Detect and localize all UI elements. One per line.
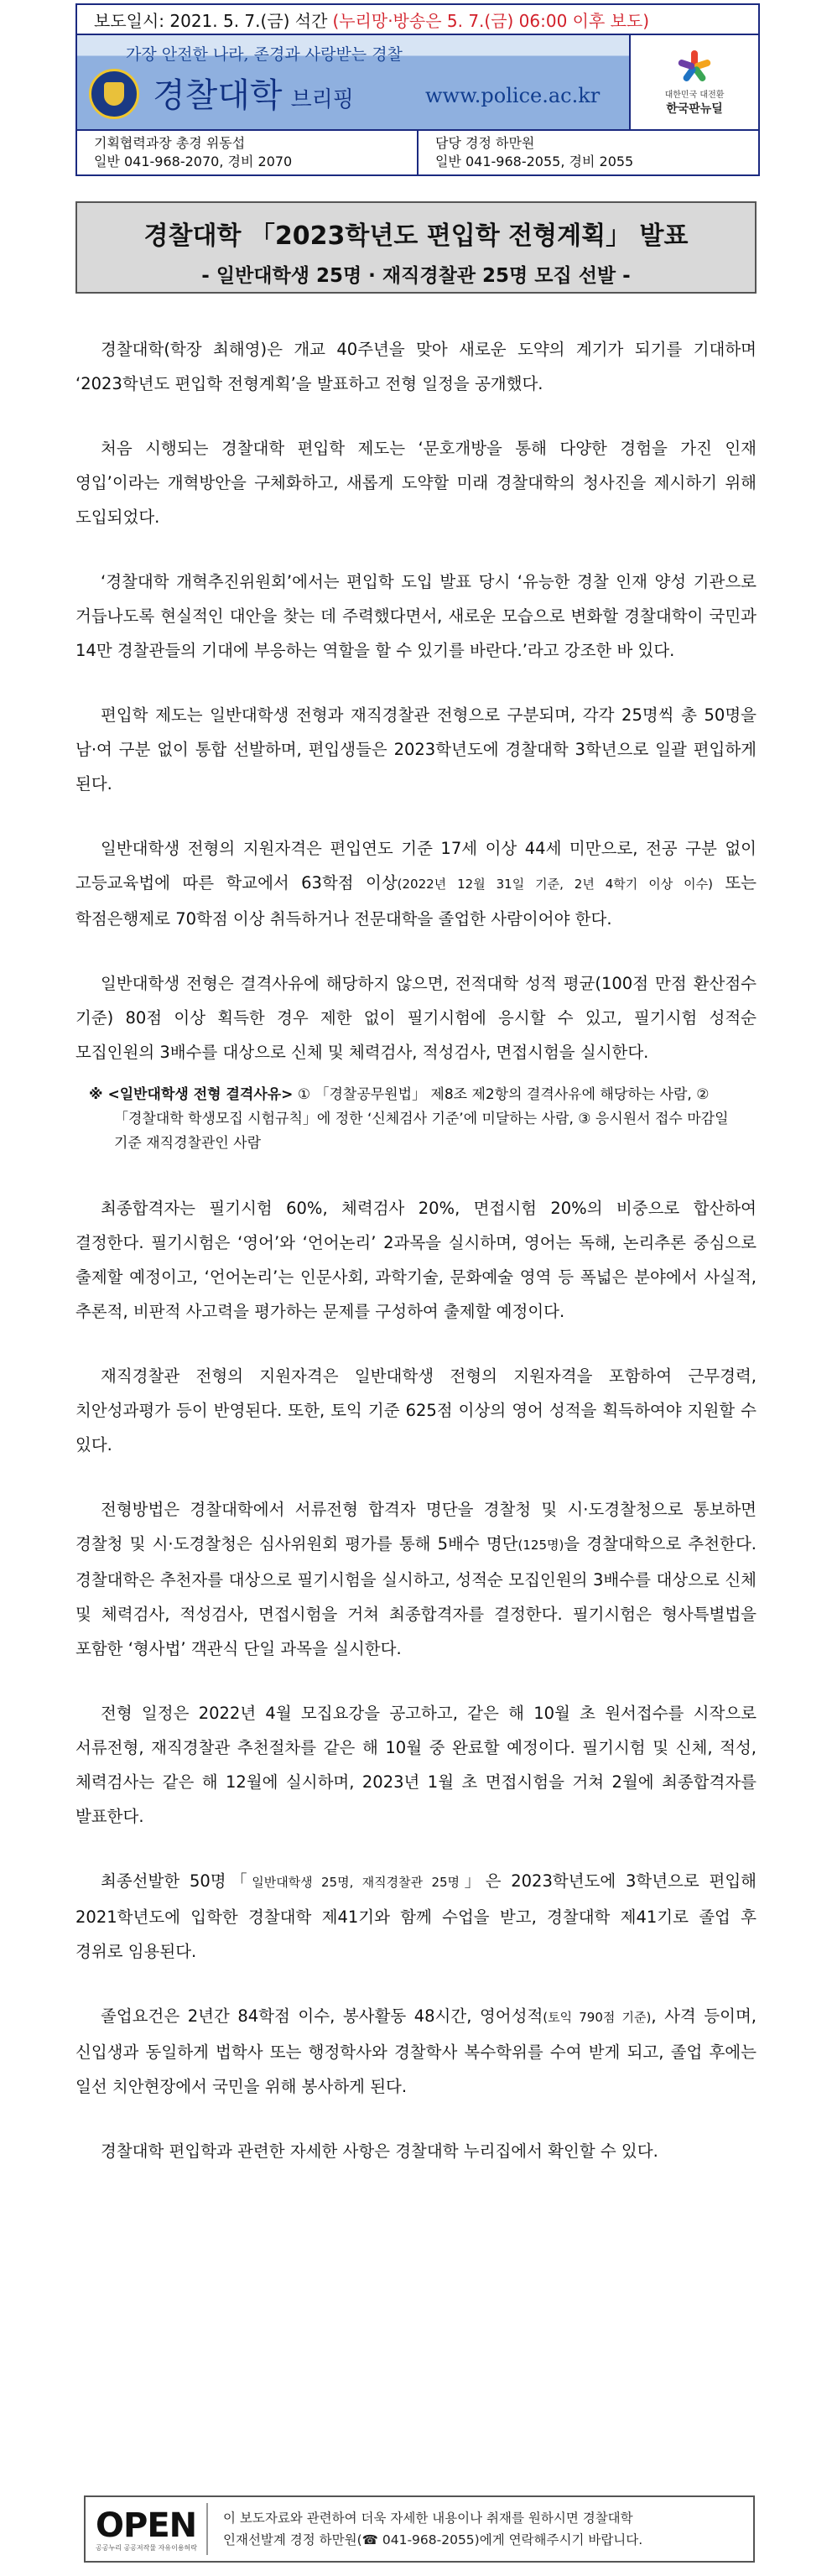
disqualification-note (82, 1083, 757, 1156)
open-license-word: OPEN (96, 2506, 197, 2545)
police-emblem-icon (89, 69, 139, 119)
release-date: 보도일시: 2021. 5. 7.(금) 석간 (94, 10, 328, 31)
contact-left-phone: 일반 041-968-2070, 경비 2070 (94, 154, 293, 169)
note-text: ① 「경찰공무원법」 제8조 제2항의 결격사유에 해당하는 사람, ② 「경찰대학 학생모집 시험규칙」에 정한 ‘신체검사 기준’에 미달하는 사람, ③ 응시원서 접수 마감일 기준 재직경찰관인 사람 (114, 1086, 729, 1152)
headline-box (75, 201, 757, 294)
paragraph-11-b: 」은 2023학년도에 3학년으로 편입해 2021학년도에 입학한 경찰대학 제41기와 함께 수업을 받고, 경찰대학 제41기로 졸업 후 경위로 임용된다. (75, 1871, 757, 1961)
paragraph-6: 일반대학생 전형은 결격사유에 해당하지 않으면, 전적대학 성적 평균(100점 만점 환산점수 기준) 80점 이상 획득한 경우 제한 없이 필기시험에 응시할 수 있고, 필기시험 성적순 모집인원의 3배수를 대상으로 신체 및 체력검사, 적성검사, 면접시험을 실시한다. (75, 974, 757, 1062)
contact-right (417, 131, 758, 174)
new-deal-logo (629, 35, 758, 129)
footer-line-2: 인재선발계 경정 하만원(☎ 041-968-2055)에게 연락해주시기 바랍니다. (223, 2532, 643, 2547)
paragraph-12-small: (토익 790점 기준) (543, 2010, 652, 2025)
site-url[interactable]: www.police.ac.kr (425, 84, 601, 107)
release-line (77, 5, 758, 35)
brand-title (153, 69, 354, 117)
paragraph-12-b: , 사격 등이며, 신입생과 동일하게 법학사 또는 행정학사와 경찰학사 복수학위를 수여 받게 되고, 졸업 후에는 일선 치안현장에서 국민을 위해 봉사하게 된다. (75, 2006, 757, 2096)
new-deal-name: 한국판뉴딜 (666, 101, 723, 116)
paragraph-8: 재직경찰관 전형의 지원자격은 일반대학생 전형의 지원자격을 포함하여 근무경력, 치안성과평가 등이 반영된다. 또한, 토익 기준 625점 이상의 영어 성적을 획득하여야 지원할 수 있다. (75, 1366, 757, 1455)
paragraph-9-small: (125명) (517, 1538, 564, 1553)
headline: 경찰대학 「2023학년도 편입학 전형계획」 발표 (143, 221, 689, 251)
paragraph-5-b: 또는 학점은행제로 70학점 이상 취득하거나 전문대학을 졸업한 사람이어야 한다. (75, 873, 757, 929)
contact-right-title: 담당 경정 하만원 (435, 135, 535, 151)
contact-right-phone: 일반 041-968-2055, 경비 2055 (435, 154, 634, 169)
paragraph-4: 편입학 제도는 일반대학생 전형과 재직경찰관 전형으로 구분되며, 각각 25명씩 총 50명을 남·여 구분 없이 통합 선발하며, 편입생들은 2023학년도에 경찰대학 3학년으로 일괄 편입하게 된다. (75, 705, 757, 794)
footer-line-1: 이 보도자료와 관련하여 더욱 자세한 내용이나 취재를 원하시면 경찰대학 (223, 2511, 633, 2526)
paragraph-9-a: 전형방법은 경찰대학에서 서류전형 합격자 명단을 경찰청 및 시·도경찰청으로 통보하면 경찰청 및 시·도경찰청은 심사위원회 평가를 통해 5배수 명단 (75, 1500, 757, 1553)
slogan: 가장 안전한 나라, 존경과 사랑받는 경찰 (126, 45, 403, 64)
paragraph-2: 처음 시행되는 경찰대학 편입학 제도는 ‘문호개방을 통해 다양한 경험을 가진 인재 영입’이라는 개혁방안을 구체화하고, 새롭게 도약할 미래 경찰대학의 청사진을 제시하기 위해 도입되었다. (75, 439, 757, 527)
paragraph-10: 전형 일정은 2022년 4월 모집요강을 공고하고, 같은 해 10월 초 원서접수를 시작으로 서류전형, 재직경찰관 추천절차를 같은 해 10월 중 완료할 예정이다. 필기시험 및 신체, 적성, 체력검사는 같은 해 12월에 실시하며, 2023년 1월 초 면접시험을 거쳐 2월에 최종합격자를 발표한다. (75, 1704, 757, 1826)
subheadline: - 일반대학생 25명 · 재직경찰관 25명 모집 선발 - (201, 265, 631, 287)
paragraph-9-b: 을 경찰대학으로 추천한다. 경찰대학은 추천자를 대상으로 필기시험을 실시하고, 성적순 모집인원의 3배수를 대상으로 신체 및 체력검사, 적성검사, 면접시험을 거쳐 최종합격자를 결정한다. 필기시험은 형사특별법을 포함한 ‘형사법’ 객관식 단일 과목을 실시한다. (75, 1534, 757, 1658)
new-deal-caption: 대한민국 대전환 (664, 90, 725, 100)
contact-left (77, 131, 417, 174)
paragraph-13: 경찰대학 편입학과 관련한 자세한 사항은 경찰대학 누리집에서 확인할 수 있다. (101, 2141, 658, 2161)
contact-row (77, 131, 758, 174)
brand-sub: 브리핑 (290, 87, 354, 112)
brand-banner (77, 35, 758, 131)
press-header (75, 3, 760, 176)
contact-left-title: 기획협력과장 총경 위동섭 (94, 135, 246, 151)
brand-name: 경찰대학 (153, 76, 283, 115)
paragraph-9 (75, 1492, 757, 1666)
paragraph-7: 최종합격자는 필기시험 60%, 체력검사 20%, 면접시험 20%의 비중으로 합산하여 결정한다. 필기시험은 ‘영어’와 ‘언어논리’ 2과목을 실시하며, 영어는 독해, 논리추론 중심으로 출제할 예정이고, ‘언어논리’는 인문사회, 과학기술, 문화예술 영역 등 폭넓은 분야에서 사실적, 추론적, 비판적 사고력을 평가하는 문제를 구성하여 출제할 예정이다. (75, 1199, 757, 1321)
note-label: ※ <일반대학생 전형 결격사유> (89, 1086, 294, 1103)
paragraph-11 (75, 1864, 757, 1969)
paragraph-5-small: (2022년 12월 31일 기준, 2년 4학기 이상 이수) (397, 877, 713, 892)
paragraph-5 (75, 831, 757, 936)
paragraph-5-a: 일반대학생 전형의 지원자격은 편입연도 기준 17세 이상 44세 미만으로, 전공 구분 없이 고등교육법에 따른 학교에서 63학점 이상 (75, 839, 757, 892)
brand-area (77, 35, 629, 129)
paragraph-12 (75, 1999, 757, 2104)
contact-footer (84, 2495, 755, 2563)
open-license-caption: 공공누리 공공저작물 자유이용허락 (96, 2544, 198, 2552)
paragraph-11-small: 일반대학생 25명, 재직경찰관 25명 (252, 1875, 460, 1890)
paragraph-12-a: 졸업요건은 2년간 84학점 이수, 봉사활동 48시간, 영어성적 (101, 2006, 543, 2026)
paragraph-1: 경찰대학(학장 최해영)은 개교 40주년을 맞아 새로운 도약의 계기가 되기를 기대하며 ‘2023학년도 편입학 전형계획’을 발표하고 전형 일정을 공개했다. (75, 340, 757, 393)
new-deal-icon (676, 49, 713, 86)
paragraph-3: ‘경찰대학 개혁추진위원회’에서는 편입학 도입 발표 당시 ‘유능한 경찰 인재 양성 기관으로 거듭나도록 현실적인 대안을 찾는 데 주력했다면서, 새로운 모습으로 변화할 경찰대학이 국민과 14만 경찰관들의 기대에 부응하는 역할을 할 수 있기를 바란다.’라고 강조한 바 있다. (75, 572, 757, 660)
open-license-logo (91, 2503, 208, 2555)
release-note: (누리망·방송은 5. 7.(금) 06:00 이후 보도) (332, 10, 650, 31)
paragraph-11-a: 최종선발한 50명「 (101, 1871, 252, 1891)
article-body (75, 332, 757, 2199)
footer-text (208, 2507, 642, 2551)
